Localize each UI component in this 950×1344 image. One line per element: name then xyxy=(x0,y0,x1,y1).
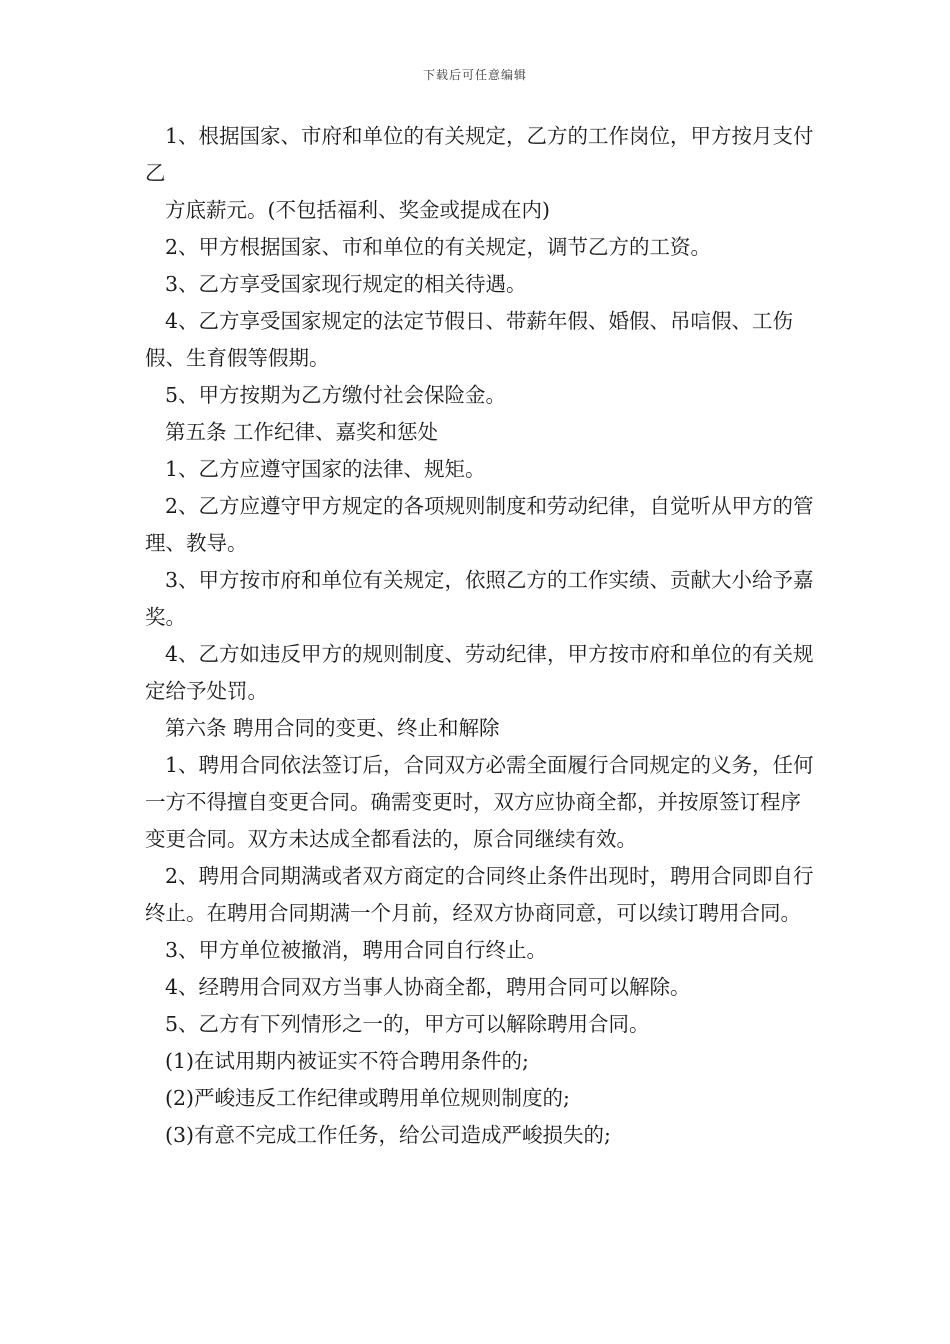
list-item: (2)严峻违反工作纪律或聘用单位规则制度的; xyxy=(165,1086,570,1110)
paragraph: 2、聘用合同期满或者双方商定的合同终止条件出现时，聘用合同即自行终止。在聘用合同期满一个月前，经双方协商同意，可以续订聘用合同。 xyxy=(145,864,814,925)
paragraph: 4、乙方如违反甲方的规则制度、劳动纪律，甲方按市府和单位的有关规定给予处罚。 xyxy=(145,642,814,703)
list-item: (3)有意不完成工作任务，给公司造成严峻损失的; xyxy=(165,1123,611,1147)
paragraph: 3、甲方按市府和单位有关规定，依照乙方的工作实绩、贡献大小给予嘉奖。 xyxy=(145,568,814,629)
section-heading: 第六条 聘用合同的变更、终止和解除 xyxy=(165,716,500,740)
paragraph: 5、甲方按期为乙方缴付社会保险金。 xyxy=(165,383,507,407)
paragraph: 2、甲方根据国家、市和单位的有关规定，调节乙方的工资。 xyxy=(165,235,712,259)
page-header: 下载后可任意编辑 xyxy=(422,68,527,82)
paragraph: 5、乙方有下列情形之一的，甲方可以解除聘用合同。 xyxy=(165,1012,650,1036)
paragraph: 1、聘用合同依法签订后，合同双方必需全面履行合同规定的义务，任何一方不得擅自变更合同。确需变更时，双方应协商全都，并按原签订程序变更合同。双方未达成全都看法的，原合同继续有效。 xyxy=(145,753,814,851)
paragraph: 1、乙方应遵守国家的法律、规矩。 xyxy=(165,457,486,481)
paragraph: 方底薪元。(不包括福利、奖金或提成在内) xyxy=(165,198,550,222)
paragraph: 4、乙方享受国家规定的法定节假日、带薪年假、婚假、吊唁假、工伤假、生育假等假期。 xyxy=(145,309,794,370)
paragraph: 2、乙方应遵守甲方规定的各项规则制度和劳动纪律，自觉听从甲方的管理、教导。 xyxy=(145,494,814,555)
section-heading: 第五条 工作纪律、嘉奖和惩处 xyxy=(165,420,439,444)
list-item: (1)在试用期内被证实不符合聘用条件的; xyxy=(165,1049,529,1073)
paragraph: 3、乙方享受国家现行规定的相关待遇。 xyxy=(165,272,527,296)
paragraph: 1、根据国家、市府和单位的有关规定，乙方的工作岗位，甲方按月支付乙 xyxy=(145,124,814,185)
paragraph: 4、经聘用合同双方当事人协商全都，聘用合同可以解除。 xyxy=(165,975,691,999)
document-body xyxy=(145,118,815,1154)
paragraph: 3、甲方单位被撤消，聘用合同自行终止。 xyxy=(165,938,548,962)
